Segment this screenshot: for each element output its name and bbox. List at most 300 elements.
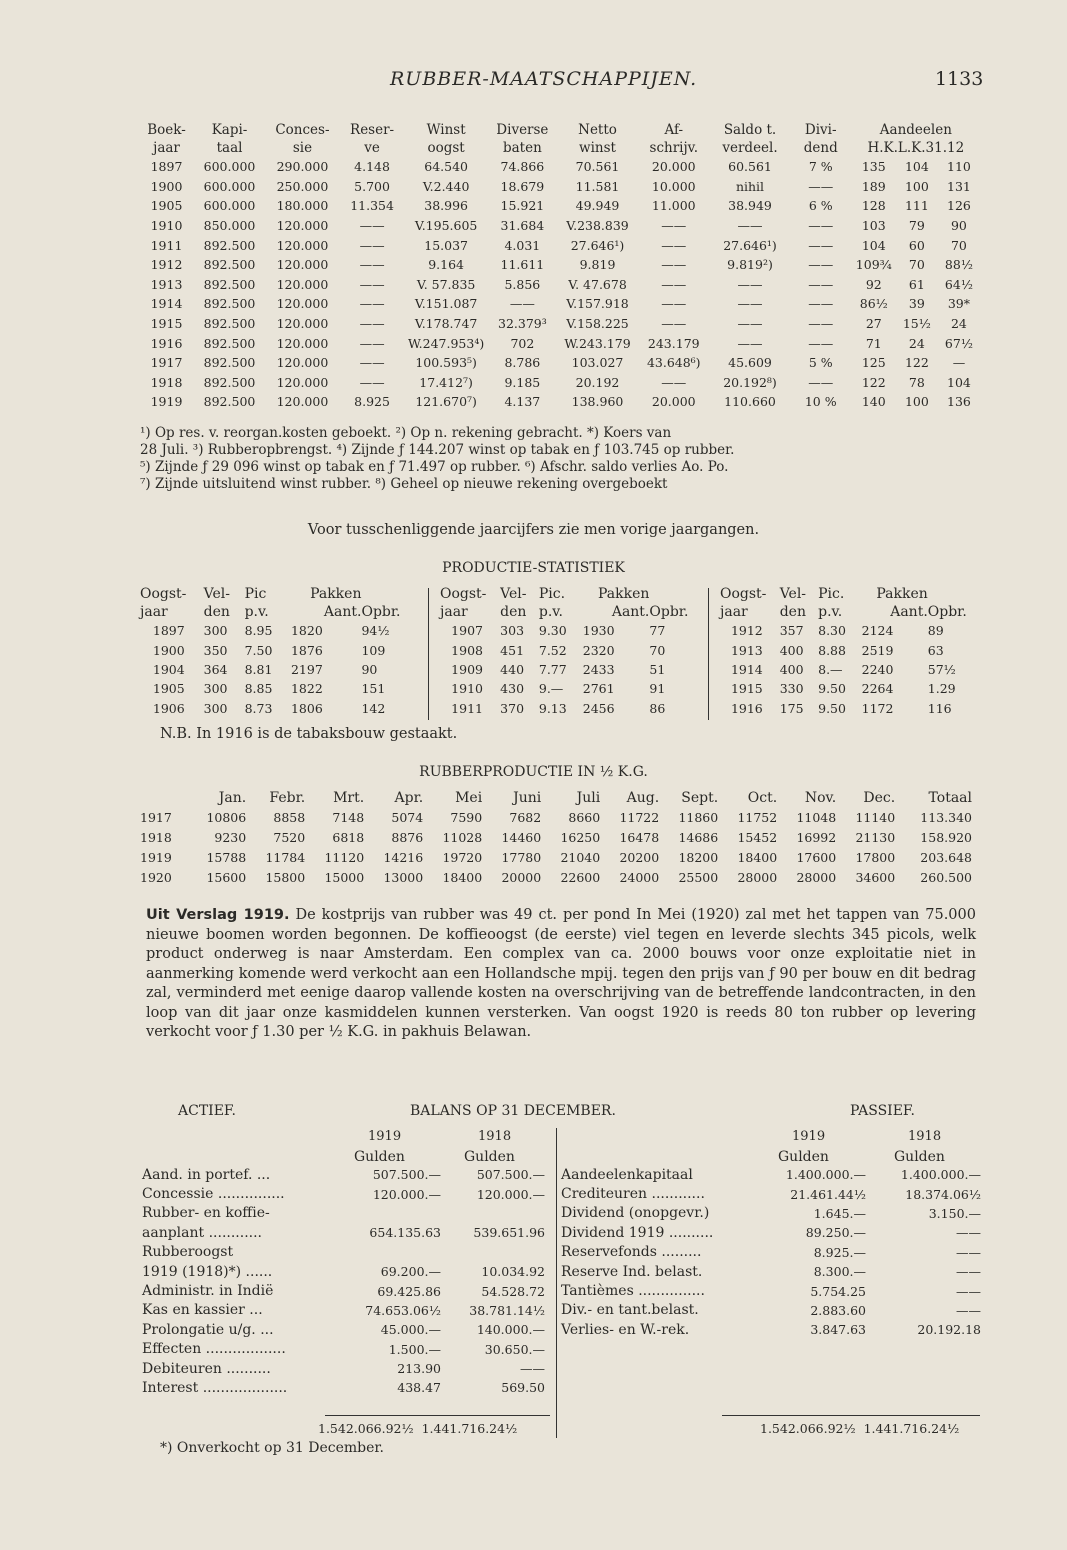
verslag-paragraph [146, 906, 976, 1043]
table-cell: 1897 [152, 623, 185, 639]
balance-row [561, 1204, 981, 1223]
table-cell: 8858 [273, 809, 306, 825]
header-row [720, 585, 978, 603]
verslag-label: Uit Verslag 1919. [146, 907, 290, 923]
table-cell: 86½ [859, 296, 888, 312]
table-cell: 430 [500, 681, 525, 697]
table-cell: 15.037 [424, 237, 468, 253]
table-cell: 1172 [861, 700, 894, 716]
table-cell: 1918 [150, 374, 183, 390]
table-row [140, 294, 980, 314]
passief-currency-1919: Gulden [778, 1149, 829, 1165]
table-cell: 120.000 [276, 335, 329, 351]
table-cell: 89 [927, 623, 944, 639]
balance-label: Rubberoogst [142, 1244, 234, 1261]
table-row [140, 373, 980, 393]
table-cell: 440 [500, 661, 525, 677]
table-row [140, 847, 972, 867]
table-cell: V.195.605 [414, 218, 478, 234]
table-cell: 38.949 [728, 198, 772, 214]
table-cell: 1919 [140, 849, 172, 865]
month-header: Totaal [928, 789, 972, 806]
table-cell: 7.50 [244, 642, 273, 658]
table-cell: 61 [908, 276, 925, 292]
table-cell: 24 [908, 335, 925, 351]
table-cell: 79 [908, 218, 925, 234]
table-cell: 142 [361, 700, 386, 716]
balance-value-1918: —— [956, 1302, 981, 1318]
table-cell: 1919 [150, 394, 183, 410]
balance-label: Debiteuren .......... [142, 1360, 271, 1377]
table-row [720, 699, 978, 718]
table-cell: 9.13 [538, 700, 567, 716]
column-header: Aant. [323, 604, 362, 620]
table-cell: 6 % [808, 198, 833, 214]
table-cell: 15452 [737, 829, 778, 845]
table-cell: 88½ [944, 257, 973, 273]
column-header: ve [364, 140, 380, 156]
column-header: Pakken [310, 586, 362, 602]
balance-row [142, 1204, 545, 1223]
balance-value-1919 [345, 1243, 441, 1262]
table-cell: 39* [947, 296, 971, 312]
table-cell: 45.609 [728, 355, 772, 371]
table-cell: —— [359, 296, 385, 312]
table-cell: 303 [500, 623, 525, 639]
table-cell: V. 57.835 [416, 276, 476, 292]
table-cell: 20.192 [575, 374, 620, 390]
table-cell: 1905 [152, 681, 185, 697]
total-divider [556, 1419, 557, 1437]
table-cell: 350 [203, 642, 228, 658]
table-cell: —— [359, 237, 385, 253]
table-cell: 189 [861, 178, 886, 194]
table-cell: 11048 [796, 809, 837, 825]
table-cell: 104 [861, 237, 886, 253]
balance-label: Administr. in Indië [142, 1283, 274, 1300]
footnote-line: ⁷) Zijnde uitsluitend winst rubber. ⁸) Geheel op nieuwe rekening overgeboekt [140, 476, 668, 492]
table-cell: 17600 [796, 849, 837, 865]
balance-label: Aand. in portef. ... [142, 1166, 271, 1183]
table-cell: 20.192⁸) [723, 374, 777, 390]
table-cell: 1820 [290, 623, 323, 639]
balance-value-1919 [345, 1204, 441, 1223]
balance-row [142, 1223, 545, 1242]
column-header: p.v. [244, 604, 269, 620]
column-header: Kapi- [211, 122, 248, 138]
table-cell: 27.646¹) [723, 237, 777, 253]
table-cell: 364 [203, 661, 228, 677]
month-header: Juni [513, 789, 542, 806]
table-cell: 892.500 [203, 257, 256, 273]
production-table-3 [720, 585, 978, 718]
column-header: p.v. [538, 604, 563, 620]
table-cell: 15.921 [500, 198, 545, 214]
table-cell: 1910 [150, 218, 183, 234]
actief-year-1919: 1919 [368, 1129, 402, 1144]
table-row [140, 314, 980, 334]
balance-label: Rubber- en koffie- [142, 1205, 270, 1222]
table-cell: 10.000 [651, 178, 696, 194]
table-cell: 63 [927, 642, 944, 658]
table-cell: 300 [203, 623, 228, 639]
table-cell: 1900 [152, 642, 185, 658]
balance-value-1919: 45.000.— [380, 1322, 441, 1338]
table-cell: V.151.087 [414, 296, 478, 312]
passief-totals [760, 1421, 959, 1436]
table-row [720, 679, 978, 698]
table-cell: 109 [361, 642, 386, 658]
column-header: Vel- [203, 586, 230, 602]
column-header: Winst [426, 122, 466, 138]
table-cell: —— [808, 374, 834, 390]
table-cell: 110 [947, 159, 971, 175]
balance-value-1918: —— [956, 1225, 981, 1241]
table-cell: 120.000 [276, 276, 329, 292]
table-cell: 100.593⁵) [415, 355, 477, 371]
table-cell: 116 [927, 700, 952, 716]
table-cell: 16250 [560, 829, 601, 845]
balance-title: BALANS OP 31 DECEMBER. [410, 1103, 616, 1119]
table-cell: 1806 [290, 700, 323, 716]
table-cell: 9.819²) [727, 257, 773, 273]
table-cell: 9.30 [538, 623, 567, 639]
table-cell: 9.50 [818, 700, 846, 716]
table-cell: 60 [908, 237, 925, 253]
table-row [140, 867, 972, 887]
month-header: Sept. [681, 789, 719, 806]
table-cell: 9.164 [428, 257, 465, 273]
balance-label: Verlies- en W.-rek. [561, 1321, 690, 1338]
month-header: Febr. [269, 789, 306, 806]
page-number: 1133 [935, 68, 984, 90]
table-cell: 71 [865, 335, 882, 351]
table-cell: 1930 [582, 623, 615, 639]
table-cell: 120.000 [276, 218, 329, 234]
table-cell: 28000 [796, 869, 837, 885]
table-cell: 7682 [509, 809, 542, 825]
table-cell: 11860 [678, 809, 719, 825]
table-cell: 260.500 [920, 869, 972, 885]
balance-footnote: *) Onverkocht op 31 December. [160, 1440, 385, 1456]
table-cell: 67½ [944, 335, 973, 351]
table-cell: —— [808, 257, 834, 273]
footnote-line: ⁵) Zijnde ƒ 29 096 winst op tabak en ƒ 71.497 op rubber. ⁶) Afschr. saldo verlies Ao. Po. [140, 459, 729, 475]
balance-row [142, 1378, 545, 1397]
table-cell: 94½ [361, 623, 390, 639]
balance-label: Concessie ............... [142, 1186, 285, 1203]
table-cell: 2519 [861, 642, 894, 658]
table-cell: 13000 [383, 869, 424, 885]
table-cell: 330 [779, 681, 804, 697]
balance-row [561, 1184, 981, 1203]
table-cell: 357 [779, 623, 804, 639]
table-cell: 70 [908, 257, 925, 273]
column-header: Reser- [350, 122, 395, 138]
table-row [440, 621, 700, 640]
table-cell: 8.925 [354, 394, 390, 410]
balance-value-1918: 120.000.— [476, 1186, 545, 1202]
table-row [440, 699, 700, 718]
balance-row [142, 1340, 545, 1359]
balance-value-1918: —— [956, 1264, 981, 1280]
month-header: Apr. [394, 789, 424, 806]
table-cell: 4.137 [504, 394, 541, 410]
table-cell: 370 [500, 700, 525, 716]
balance-value-1919: 120.000.— [372, 1186, 441, 1202]
total-1918: 1.441.716.24½ [863, 1421, 960, 1436]
table-cell: 17780 [501, 849, 542, 865]
table-cell: 7148 [332, 809, 365, 825]
table-cell: 892.500 [203, 296, 256, 312]
table-cell: 702 [510, 335, 535, 351]
table-cell: —— [661, 218, 687, 234]
table-row [140, 196, 980, 216]
table-row [140, 392, 980, 412]
column-header: Vel- [779, 586, 807, 602]
table-cell: 11.000 [651, 198, 696, 214]
table-cell: V. 47.678 [568, 276, 627, 292]
rubber-production-table [140, 788, 972, 887]
balance-value-1918: 20.192.18 [917, 1322, 981, 1338]
column-header: p.v. [818, 604, 843, 620]
table-cell: 104 [947, 374, 971, 390]
table-cell: 11.581 [575, 178, 620, 194]
table-cell: 300 [203, 681, 228, 697]
table-cell: 8.786 [504, 355, 541, 371]
verslag-text: De kostprijs van rubber was 49 ct. per pond In Mei (1920) zal met het tappen van 75.000 nieuwe boomen worden begonnen. De koffieoogst (de eerste) viel tegen en leverde slechts 345 picols, welk product onderweg is naar Amsterdam. Een complex van ca. 2000 bouws voor onze exploitatie niet in aanmerking komende werd verkocht aan een Hollandsche mpij. tegen den prijs van ƒ 90 per bouw en dit bedrag zal, verminderd met eenige daarop vallende kosten na overschrijving van de betreffende landcontracten, in den loop van dit jaar onze kasmiddelen kunnen versterken. Van oogst 1920 is reeds 80 ton rubber op levering verkocht voor ƒ 1.30 per ½ K.G. in pakhuis Belawan. [146, 907, 976, 1040]
table-row [140, 699, 415, 718]
table-row [140, 333, 980, 353]
table-row [140, 275, 980, 295]
table-cell: 1904 [152, 661, 185, 677]
table-cell: 8.81 [244, 661, 273, 677]
table-cell: 1914 [150, 296, 183, 312]
table-cell: 138.960 [571, 394, 624, 410]
table-cell: 175 [779, 700, 804, 716]
table-cell: 4.031 [504, 237, 541, 253]
passief-year-1919: 1919 [792, 1129, 826, 1144]
table-cell: 128 [861, 198, 886, 214]
table-cell: 120.000 [276, 374, 329, 390]
balance-label: aanplant ............ [142, 1224, 262, 1241]
passief-total-rule [722, 1415, 980, 1416]
table-cell: —— [359, 218, 385, 234]
column-header: jaar [440, 604, 468, 620]
table-cell: W.247.953⁴) [408, 335, 485, 351]
balance-value-1919: 2.883.60 [810, 1302, 866, 1318]
table-cell: 158.920 [920, 829, 972, 845]
table-cell: 1908 [451, 642, 483, 658]
month-header: Mrt. [333, 789, 365, 806]
table-cell: 120.000 [276, 237, 329, 253]
balance-row [561, 1301, 981, 1320]
table-cell: —— [808, 237, 834, 253]
table-cell: 121.670⁷) [415, 394, 477, 410]
actief-currency-1918: Gulden [464, 1149, 515, 1165]
table-cell: 125 [861, 355, 886, 371]
balance-value-1918: 1.400.000.— [900, 1167, 981, 1183]
table-cell: —— [661, 374, 687, 390]
table-cell: V.2.440 [422, 178, 470, 194]
balance-value-1918: 3.150.— [928, 1205, 981, 1221]
table-cell: 5074 [391, 809, 424, 825]
table-cell: 24000 [619, 869, 660, 885]
balance-label: Prolongatie u/g. ... [142, 1321, 274, 1338]
table-cell: —— [808, 178, 834, 194]
column-header: taal [216, 140, 243, 156]
balance-row [561, 1281, 981, 1300]
table-cell: 90 [950, 218, 967, 234]
balance-value-1919: 213.90 [397, 1361, 441, 1377]
table-cell: 2761 [582, 681, 615, 697]
production-note: N.B. In 1916 is de tabaksbouw gestaakt. [160, 726, 458, 742]
table-row [140, 353, 980, 373]
month-header: Juli [576, 789, 601, 806]
table-cell: 7520 [273, 829, 306, 845]
passief-table [561, 1165, 981, 1340]
table-row [140, 827, 972, 847]
table-row [140, 157, 980, 177]
table-cell: 20.000 [651, 159, 696, 175]
table-cell: 243.179 [647, 335, 700, 351]
table-cell: 120.000 [276, 394, 329, 410]
table-cell: 8.85 [244, 681, 273, 697]
table-cell: —— [661, 237, 687, 253]
table-cell: —— [661, 276, 687, 292]
balance-row [142, 1320, 545, 1339]
table-cell: 850.000 [203, 218, 256, 234]
table-cell: 60.561 [728, 159, 772, 175]
balance-label: Reserve Ind. belast. [561, 1263, 703, 1280]
table-cell: 103 [861, 218, 886, 234]
production-title: PRODUCTIE-STATISTIEK [442, 560, 625, 576]
table-cell: 120.000 [276, 296, 329, 312]
table-cell: —— [661, 257, 687, 273]
column-header: Diverse [496, 122, 549, 138]
month-header: Oct. [747, 789, 778, 806]
passief-label: PASSIEF. [850, 1103, 915, 1119]
table-cell: nihil [735, 178, 765, 194]
table-cell: 100 [904, 178, 929, 194]
table-cell: 104 [904, 159, 929, 175]
table-cell: —— [737, 218, 763, 234]
table-cell: 10 % [804, 394, 837, 410]
table-cell: 6818 [332, 829, 365, 845]
rubber-production-title: RUBBERPRODUCTIE IN ½ K.G. [419, 764, 648, 780]
table-cell: 100 [904, 394, 929, 410]
footnotes [140, 425, 980, 493]
balance-value-1919: 8.300.— [813, 1264, 866, 1280]
table-cell: 16478 [619, 829, 660, 845]
running-title: RUBBER-MAATSCHAPPIJEN. [390, 68, 698, 90]
balance-label: Dividend (onopgevr.) [561, 1205, 710, 1222]
balance-label: Reservefonds ......... [561, 1244, 702, 1261]
table-cell: 4.148 [354, 159, 390, 175]
table-cell: 111 [904, 198, 929, 214]
table-cell: 1915 [730, 681, 763, 697]
table-cell: 120.000 [276, 316, 329, 332]
balance-value-1918: 38.781.14½ [469, 1302, 545, 1318]
table-cell: 8.73 [244, 700, 273, 716]
balance-row [561, 1262, 981, 1281]
table-cell: 2197 [290, 661, 323, 677]
table-cell: 22600 [560, 869, 601, 885]
table-cell: 11028 [442, 829, 483, 845]
table-cell: V.157.918 [566, 296, 629, 312]
table-cell: 120.000 [276, 355, 329, 371]
table-cell: —— [661, 316, 687, 332]
column-header: jaar [720, 604, 748, 620]
table-row [140, 807, 972, 827]
balance-row [142, 1281, 545, 1300]
table-cell: 109¾ [855, 257, 892, 273]
table-cell: 20200 [619, 849, 660, 865]
table-cell: 7 % [808, 159, 833, 175]
table-row [140, 679, 415, 698]
column-header: Saldo t. [723, 122, 777, 138]
table-cell: 300 [203, 700, 228, 716]
page-header [0, 68, 1067, 98]
balance-value-1919: 5.754.25 [810, 1283, 866, 1299]
table-cell: 5 % [808, 355, 833, 371]
table-cell: 5.856 [504, 276, 541, 292]
table-cell: 18200 [678, 849, 719, 865]
table-cell: 19720 [442, 849, 483, 865]
table-cell: 17.412⁷) [419, 374, 473, 390]
table-cell: V.158.225 [566, 316, 629, 332]
header-row [720, 603, 978, 621]
column-header: Af- [664, 122, 684, 138]
actief-totals [318, 1421, 517, 1436]
table-cell: 15600 [206, 869, 247, 885]
column-header: sie [292, 140, 313, 156]
table-cell: 8660 [568, 809, 601, 825]
actief-year-1918: 1918 [478, 1129, 512, 1144]
table-cell: 21040 [560, 849, 601, 865]
table-cell: 136 [947, 394, 971, 410]
month-header: Aug. [626, 789, 660, 806]
balance-value-1919: 74.653.06½ [365, 1302, 441, 1318]
table-cell: —— [808, 218, 834, 234]
table-cell: 1914 [730, 661, 763, 677]
table-cell: 7.52 [538, 642, 567, 658]
table-cell: 892.500 [203, 316, 256, 332]
table-cell: 18.679 [500, 178, 545, 194]
balance-row [142, 1165, 545, 1184]
balance-label: Dividend 1919 .......... [561, 1224, 714, 1241]
table-row [440, 640, 700, 659]
table-row [720, 621, 978, 640]
balance-label: Kas en kassier ... [142, 1302, 263, 1319]
table-cell: 28000 [737, 869, 778, 885]
column-header: Aandeelen [879, 122, 952, 138]
actief-total-rule [325, 1415, 550, 1416]
table-cell: 1916 [150, 335, 183, 351]
balance-value-1918: 569.50 [501, 1380, 545, 1396]
table-row [440, 679, 700, 698]
passief-year-1918: 1918 [908, 1129, 942, 1144]
balance-row [142, 1359, 545, 1378]
table-cell: V.238.839 [566, 218, 629, 234]
table-cell: 600.000 [203, 159, 256, 175]
table-cell: 86 [649, 700, 666, 716]
passief-currency-1918: Gulden [894, 1149, 945, 1165]
balance-value-1918 [441, 1204, 545, 1223]
table-cell: 2264 [861, 681, 894, 697]
balance-value-1919: 1.500.— [388, 1341, 441, 1357]
balance-label: Aandeelenkapitaal [561, 1166, 693, 1183]
